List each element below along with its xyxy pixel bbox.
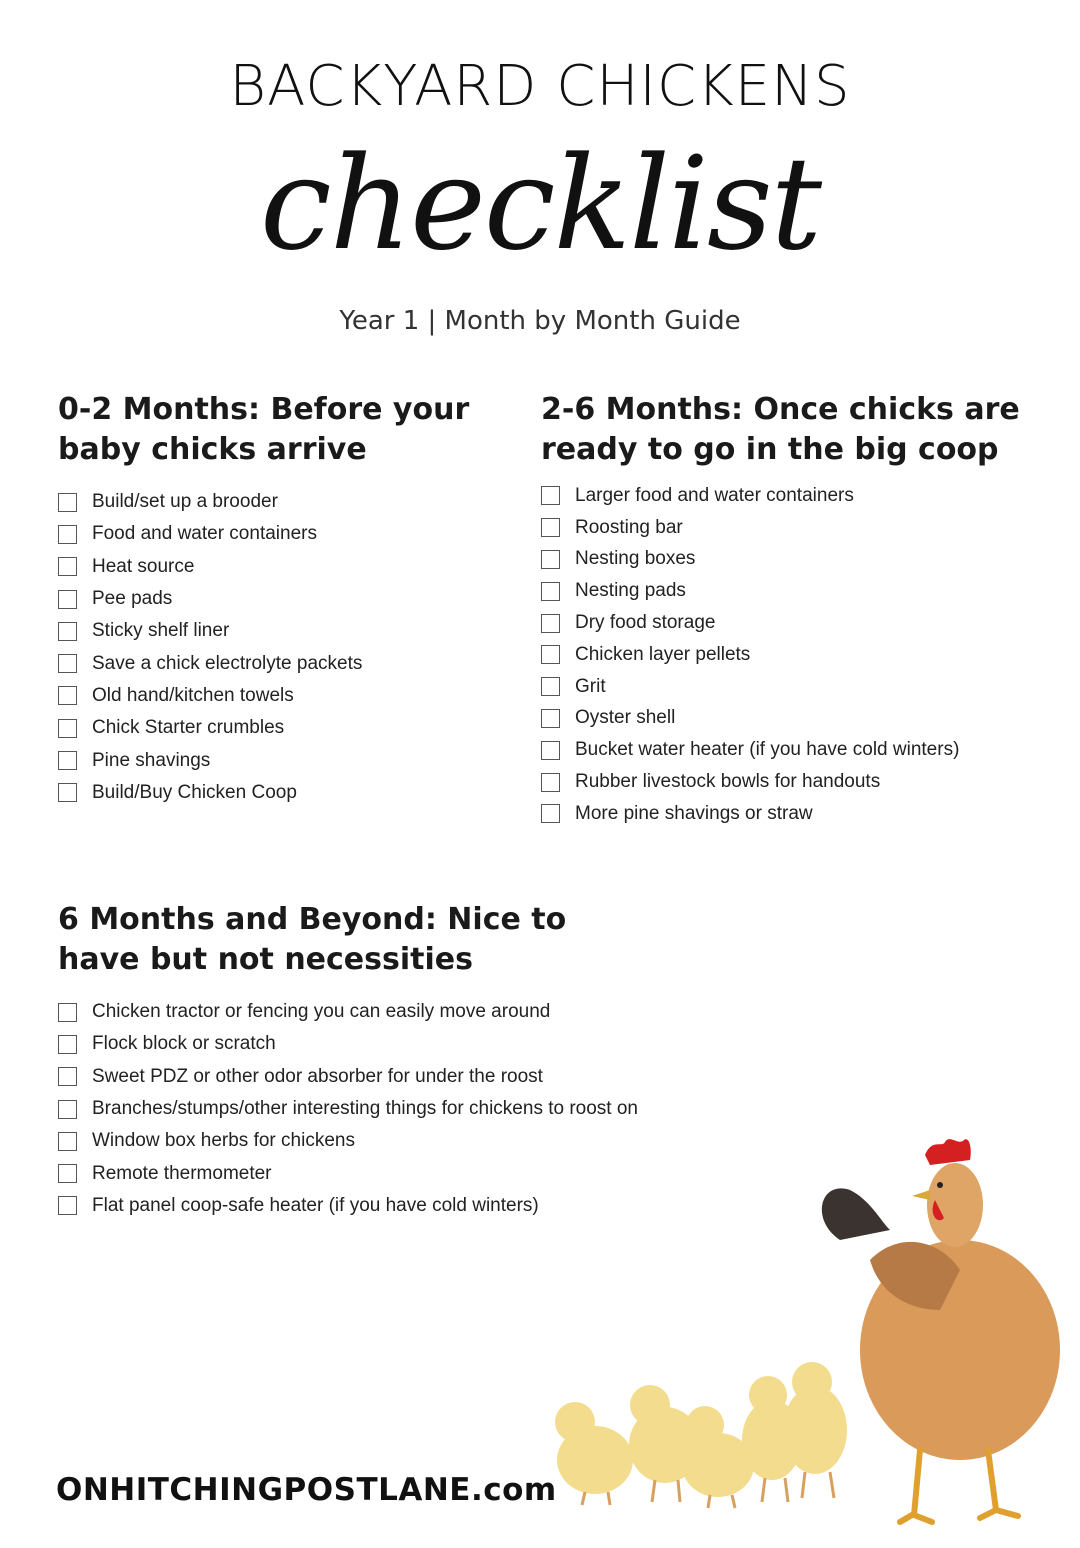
checklist-item-label: Rubber livestock bowls for handouts [575,771,881,793]
checkbox[interactable] [58,1196,77,1215]
checklist-item [58,615,498,647]
heading-line-2: ready to go in the big coop [541,432,999,467]
script-title: checklist [259,130,821,279]
checklist-item [58,996,818,1028]
checklist-item-label: Nesting boxes [575,548,696,570]
checklist-item-label: Heat source [92,555,195,577]
checklist-item-label: Nesting pads [575,580,686,602]
checklist-item-label: More pine shavings or straw [575,802,813,824]
checklist-item-label: Sticky shelf liner [92,620,230,642]
checklist-item-label: Branches/stumps/other interesting things for chickens to roost on [92,1098,638,1120]
section-heading [58,390,498,470]
checklist-item [58,551,498,583]
checklist-item-label: Chicken tractor or fencing you can easily move around [92,1001,551,1023]
checklist-item-label: Sweet PDZ or other odor absorber for under the roost [92,1065,543,1087]
checklist-item-label: Chick Starter crumbles [92,717,285,739]
checkbox[interactable] [58,622,77,641]
heading-line-1: 0-2 Months: Before your [58,392,470,427]
checklist-item [58,1028,818,1060]
checklist-item-label: Build/Buy Chicken Coop [92,781,297,803]
section-heading [541,390,1061,470]
checkbox[interactable] [58,783,77,802]
checkbox[interactable] [541,582,560,601]
section-0-2-months [58,390,498,809]
checklist-item-label: Bucket water heater (if you have cold winters) [575,739,960,761]
checklist-item [541,798,1061,830]
checklist-item-label: Larger food and water containers [575,484,854,506]
checklist-item [541,639,1061,671]
section-2-6-months [541,390,1061,830]
checkbox[interactable] [58,654,77,673]
checklist-item [58,712,498,744]
checkbox[interactable] [541,550,560,569]
checklist-item [541,734,1061,766]
page-title: BACKYARD CHICKENS [229,54,851,119]
checkbox[interactable] [541,677,560,696]
checkbox[interactable] [541,804,560,823]
checklist-item [58,744,498,776]
heading-line-2: have but not necessities [58,942,473,977]
checkbox[interactable] [541,773,560,792]
heading-line-1: 6 Months and Beyond: Nice to [58,902,567,937]
checklist-item-label: Save a chick electrolyte packets [92,652,363,674]
checklist-item-label: Grit [575,675,606,697]
checklist-item-label: Build/set up a brooder [92,491,278,513]
checklist-item [541,766,1061,798]
checklist [541,480,1061,830]
heading-line-2: baby chicks arrive [58,432,367,467]
checkbox[interactable] [58,525,77,544]
checklist-item [541,703,1061,735]
checkbox[interactable] [541,486,560,505]
checklist-item [541,671,1061,703]
hen-image [822,1139,1060,1522]
checkbox[interactable] [58,1132,77,1151]
checklist-item-label: Old hand/kitchen towels [92,684,294,706]
checkbox[interactable] [541,645,560,664]
checkbox[interactable] [58,719,77,738]
checklist-item-label: Window box herbs for chickens [92,1130,355,1152]
checkbox[interactable] [58,1164,77,1183]
checkbox[interactable] [58,1003,77,1022]
checklist-item [541,607,1061,639]
page-subtitle: Year 1 | Month by Month Guide [339,306,741,336]
checkbox[interactable] [58,1035,77,1054]
checklist-item [541,512,1061,544]
checkbox[interactable] [58,751,77,770]
checkbox[interactable] [541,518,560,537]
checklist-item [58,1061,818,1093]
checklist-item-label: Pee pads [92,588,173,610]
checklist-item-label: Chicken layer pellets [575,643,751,665]
checklist-item [58,486,498,518]
checkbox[interactable] [58,493,77,512]
checklist-item [541,480,1061,512]
checklist-item-label: Flat panel coop-safe heater (if you have cold winters) [92,1194,539,1216]
checklist-item [541,544,1061,576]
checklist-item [541,575,1061,607]
website-footer[interactable]: ONHITCHINGPOSTLANE.com [56,1472,557,1508]
chickens-illustration [540,1120,1080,1540]
checklist-item [58,518,498,550]
checkbox[interactable] [58,686,77,705]
checklist [58,486,498,809]
checklist-item-label: Dry food storage [575,612,716,634]
checklist-item [58,583,498,615]
checklist-item-label: Roosting bar [575,516,683,538]
checklist-item-label: Food and water containers [92,523,317,545]
section-heading [58,900,818,980]
checklist-item [58,680,498,712]
checklist-item-label: Pine shavings [92,749,211,771]
checkbox[interactable] [58,1067,77,1086]
checklist-item-label: Oyster shell [575,707,676,729]
checkbox[interactable] [541,741,560,760]
checkbox[interactable] [58,590,77,609]
heading-line-1: 2-6 Months: Once chicks are [541,392,1020,427]
checklist-item-label: Remote thermometer [92,1162,272,1184]
checklist-item [58,777,498,809]
checkbox[interactable] [541,614,560,633]
checkbox[interactable] [58,557,77,576]
checklist-item-label: Flock block or scratch [92,1033,276,1055]
checkbox[interactable] [541,709,560,728]
checklist-item [58,647,498,679]
checkbox[interactable] [58,1100,77,1119]
